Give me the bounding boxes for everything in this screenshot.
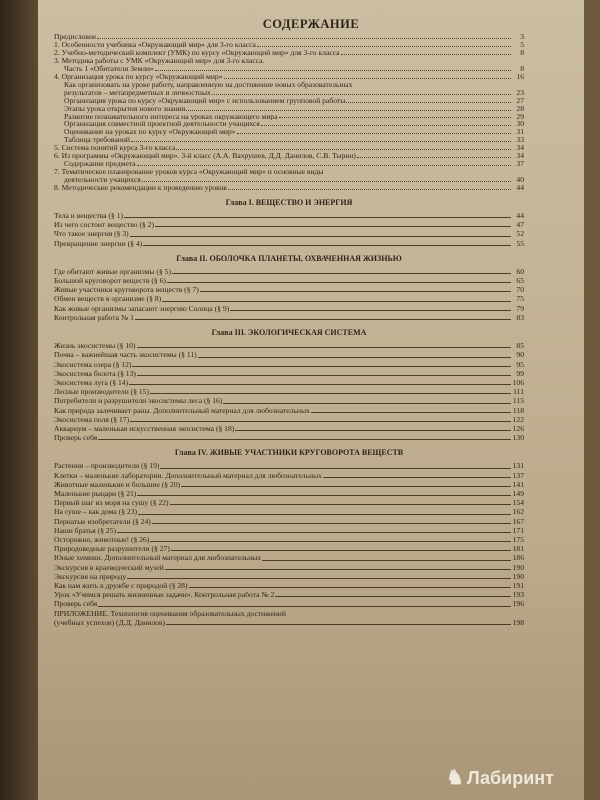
toc-intro-entry — [54, 41, 524, 49]
entry-title: 8. Методические рекомендации к проведению уроков — [54, 184, 227, 193]
toc-chapter-entry — [54, 618, 524, 627]
toc-intro-entry — [54, 73, 524, 81]
entry-title: Как организовать на уроке работу, направленную на достижение новых образовательных — [64, 80, 353, 89]
dot-leader — [162, 301, 511, 302]
dot-leader — [131, 141, 511, 142]
entry-page-number: 79 — [516, 303, 524, 313]
toc-chapter-entry — [54, 294, 524, 303]
toc-intro-entry — [54, 168, 524, 176]
entry-title: Из чего состоит вещество (§ 2) — [54, 220, 155, 230]
toc-chapter-entry — [54, 544, 524, 553]
dot-leader — [357, 157, 511, 158]
toc-chapter-entry — [54, 599, 524, 608]
entry-title: 5. Система понятий курса 3-го класса — [54, 144, 176, 153]
entry-page-number: 23 — [516, 87, 524, 97]
dot-leader — [181, 486, 511, 487]
entry-title: Клетки – маленькие лаборатории. Дополнительный материал для любознательных — [54, 470, 322, 480]
entry-page-number: 193 — [512, 590, 524, 600]
toc-intro-entry — [54, 128, 524, 136]
entry-title: Содержание предмета — [64, 160, 136, 169]
dot-leader — [170, 504, 511, 505]
entry-page-number: 171 — [512, 525, 524, 535]
entry-title: Живые участники круговорота веществ (§ 7) — [54, 285, 199, 295]
toc-intro-entry — [54, 97, 524, 105]
entry-title: Тела и вещества (§ 1) — [54, 211, 124, 221]
entry-title: Растения – производители (§ 19) — [54, 461, 160, 471]
entry-page-number: 106 — [512, 377, 524, 387]
toc-chapter-entry — [54, 239, 524, 248]
entry-page-number: 37 — [516, 159, 524, 169]
dot-leader — [235, 430, 511, 431]
toc-intro-entry — [54, 144, 524, 152]
entry-title: Осторожно, животные! (§ 26) — [54, 534, 150, 544]
dot-leader — [117, 532, 511, 533]
toc-chapter-entry — [54, 229, 524, 238]
dot-leader — [311, 412, 511, 413]
dot-leader — [171, 550, 511, 551]
entry-title: Проверь себя — [54, 433, 98, 443]
toc-chapter-entry — [54, 396, 524, 405]
toc-intro-entry — [54, 160, 524, 168]
toc-intro-entry — [54, 33, 524, 41]
toc-intro-entry — [54, 105, 524, 113]
entry-page-number: 40 — [516, 175, 524, 185]
entry-title: деятельности учащихся — [64, 176, 141, 185]
entry-title: Пернатые изобретатели (§ 24) — [54, 516, 151, 526]
dot-leader — [212, 94, 511, 95]
entry-page-number: 111 — [513, 387, 524, 397]
dot-leader — [124, 217, 511, 218]
entry-page-number: 95 — [516, 359, 524, 369]
entry-page-number: 122 — [512, 414, 524, 424]
chapter-heading: Глава III. ЭКОЛОГИЧЕСКАЯ СИСТЕМА — [211, 328, 367, 338]
dot-leader — [155, 70, 511, 71]
entry-page-number: 3 — [520, 32, 524, 41]
entry-title: Как нам жить в дружбе с природой (§ 28) — [54, 580, 188, 590]
entry-page-number: 44 — [516, 183, 524, 193]
entry-page-number: 175 — [512, 534, 524, 544]
chapter-entries — [54, 341, 524, 442]
entry-page-number: 16 — [516, 71, 524, 81]
entry-page-number: 181 — [512, 544, 524, 554]
entry-page-number: 137 — [512, 470, 524, 480]
dot-leader — [166, 624, 511, 625]
entry-title: На суше – как дома (§ 23) — [54, 507, 138, 517]
dot-leader — [165, 569, 511, 570]
dot-leader — [137, 375, 511, 376]
entry-title: Контрольная работа № 1 — [54, 312, 134, 322]
toc-chapter-entry — [54, 581, 524, 590]
dot-leader — [279, 117, 511, 118]
entry-title: ПРИЛОЖЕНИЕ. Технология оценивания образовательных достижений — [54, 608, 286, 618]
entry-title: Урок «Учимся решать жизненные задачи». Контрольная работа № 2 — [54, 590, 275, 600]
dot-leader — [275, 596, 511, 597]
toc-chapter-entry — [54, 276, 524, 285]
chapter-heading: Глава II. ОБОЛОЧКА ПЛАНЕТЫ, ОХВАЧЕННАЯ ЖИЗНЬЮ — [176, 253, 402, 263]
entry-page-number: 52 — [516, 229, 524, 239]
entry-page-number: 5 — [520, 39, 524, 49]
toc-chapter-entry — [54, 480, 524, 489]
toc-intro-entry — [54, 81, 524, 89]
entry-title: Наши братья (§ 25) — [54, 525, 117, 535]
dot-leader — [257, 46, 511, 47]
entry-page-number: 126 — [512, 423, 524, 433]
toc-chapter-entry — [54, 590, 524, 599]
entry-title: Жизнь экосистемы (§ 10) — [54, 341, 136, 351]
entry-title: 6. Из программы «Окружающий мир». 3-й класс (А.А. Вахрушев, Д.Д. Данилов, С.В. Тырин) — [54, 152, 356, 161]
entry-page-number: 33 — [516, 135, 524, 145]
watermark-text: Лабиринт — [466, 768, 554, 788]
entry-page-number: 34 — [516, 151, 524, 161]
entry-title: Маленькие рыцари (§ 21) — [54, 488, 137, 498]
entry-page-number: 47 — [516, 220, 524, 230]
entry-title: Юные химики. Дополнительный материал для любознательных — [54, 553, 262, 563]
entry-page-number: 31 — [516, 127, 524, 137]
dot-leader — [138, 514, 511, 515]
entry-title: Экскурсия в краеведческий музей — [54, 562, 164, 572]
toc-chapter-entry — [54, 517, 524, 526]
dot-leader — [130, 421, 511, 422]
entry-title: Большой круговорот веществ (§ 6) — [54, 276, 166, 286]
dot-leader — [167, 282, 511, 283]
toc-chapter-entry — [54, 526, 524, 535]
toc-intro-entry — [54, 184, 524, 192]
entry-page-number: 162 — [512, 507, 524, 517]
toc-chapter-entry — [54, 535, 524, 544]
toc-chapter-entry — [54, 433, 524, 442]
entry-page-number: 30 — [516, 119, 524, 129]
dot-leader — [150, 541, 511, 542]
entry-title: Предисловие — [54, 33, 97, 41]
entry-title: Почва – важнейшая часть экосистемы (§ 11) — [54, 350, 197, 360]
chapter-heading: Глава IV. ЖИВЫЕ УЧАСТНИКИ КРУГОВОРОТА ВЕЩЕСТВ — [174, 448, 404, 458]
entry-title: Организация совместной проектной деятельности учащихся — [64, 120, 260, 129]
dot-leader — [160, 468, 511, 469]
entry-page-number: 196 — [512, 599, 524, 609]
entry-title: Лесные производители (§ 15) — [54, 387, 150, 397]
dot-leader — [143, 245, 511, 246]
toc-intro-entry — [54, 113, 524, 121]
book-spine-shadow — [0, 0, 38, 800]
dot-leader — [261, 125, 511, 126]
entry-title: Часть 1 «Обитатели Земли» — [64, 64, 154, 73]
toc-chapter-entry — [54, 369, 524, 378]
entry-page-number: 190 — [512, 562, 524, 572]
toc-chapter-entry — [54, 498, 524, 507]
dot-leader — [189, 587, 511, 588]
entry-page-number: 118 — [512, 405, 524, 415]
dot-leader — [150, 393, 511, 394]
entry-title: Оценивание на уроках по курсу «Окружающий мир» — [64, 128, 236, 137]
toc-chapter-entry — [54, 360, 524, 369]
toc-chapter-entry — [54, 313, 524, 322]
entry-page-number: 29 — [516, 111, 524, 121]
entry-title: Где обитают живые организмы (§ 5) — [54, 266, 171, 276]
entry-title: Экосистема поля (§ 17) — [54, 414, 130, 424]
dot-leader — [237, 133, 511, 134]
dot-leader — [176, 149, 511, 150]
chapter-entries — [54, 461, 524, 627]
entry-title: Потребители и разрушители экосистемы леса (§ 16) — [54, 396, 223, 406]
entry-title: Природоведные разрушители (§ 27) — [54, 544, 170, 554]
toc-intro-entry — [54, 89, 524, 97]
dot-leader — [172, 273, 511, 274]
entry-page-number: 141 — [512, 479, 524, 489]
toc-intro-entry — [54, 176, 524, 184]
dot-leader — [132, 366, 511, 367]
entry-title: 7. Тематическое планирование уроков курса «Окружающий мир» и основные виды — [54, 168, 324, 177]
dot-leader — [137, 165, 511, 166]
entry-page-number: 27 — [516, 95, 524, 105]
toc-intro-entry — [54, 120, 524, 128]
entry-title: Развитие познавательного интереса на уроках окружающего мира — [64, 112, 278, 121]
entry-title: (учебных успехов) (Д.Д. Данилов) — [54, 617, 166, 627]
entry-page-number: 190 — [512, 571, 524, 581]
dot-leader — [129, 384, 511, 385]
labirint-logo-icon: ♞ — [446, 767, 464, 789]
entry-title: Аквариум – маленькая искусственная экосистема (§ 18) — [54, 423, 235, 433]
entry-title: 3. Методика работы с УМК «Окружающий мир» для 3-го класса. — [54, 56, 265, 65]
entry-page-number: 130 — [512, 433, 524, 443]
dot-leader — [228, 189, 511, 190]
entry-title: Проверь себя — [54, 599, 98, 609]
entry-page-number: 83 — [516, 312, 524, 322]
entry-page-number: 149 — [512, 488, 524, 498]
toc-chapter-entry — [54, 378, 524, 387]
toc-intro-entry — [54, 57, 524, 65]
dot-leader — [155, 226, 511, 227]
toc-chapter-entry — [54, 285, 524, 294]
entry-page-number: 85 — [516, 341, 524, 351]
toc-intro-entry — [54, 152, 524, 160]
toc-chapter-entry — [54, 489, 524, 498]
entry-title: Экосистема луга (§ 14) — [54, 377, 129, 387]
toc-chapter-entry — [54, 471, 524, 480]
entry-page-number: 90 — [516, 350, 524, 360]
toc-chapter-entry — [54, 609, 524, 618]
entry-title: Превращение энергии (§ 4) — [54, 238, 143, 248]
toc-chapter-entry — [54, 461, 524, 470]
entry-title: Что такое энергия (§ 3) — [54, 229, 129, 239]
dot-leader — [135, 319, 511, 320]
chapter-heading: Глава I. ВЕЩЕСТВО И ЭНЕРГИЯ — [225, 198, 353, 208]
toc-chapter-entry — [54, 350, 524, 359]
entry-page-number: 191 — [512, 580, 524, 590]
chapter-entries — [54, 267, 524, 322]
toc-intro-entry — [54, 49, 524, 57]
page-title: СОДЕРЖАНИЕ — [262, 17, 360, 31]
entry-title: Экосистема озера (§ 12) — [54, 359, 132, 369]
dot-leader — [200, 291, 511, 292]
entry-title: Первый шаг из моря на сушу (§ 22) — [54, 498, 169, 508]
entry-page-number: 44 — [516, 211, 524, 221]
toc-chapter-entry — [54, 563, 524, 572]
toc-chapter-entry — [54, 304, 524, 313]
toc-chapter-entry — [54, 406, 524, 415]
dot-leader — [224, 78, 511, 79]
dot-leader — [198, 357, 511, 358]
toc-chapter-entry — [54, 553, 524, 562]
dot-leader — [223, 403, 511, 404]
entry-title: 4. Организация урока по курсу «Окружающий мир» — [54, 72, 223, 81]
toc-chapter-entry — [54, 341, 524, 350]
entry-title: Этапы урока открытия нового знания — [64, 104, 186, 113]
dot-leader — [186, 110, 511, 111]
dot-leader — [152, 523, 511, 524]
entry-title: 1. Особенности учебника «Окружающий мир» для 3-го класса — [54, 40, 256, 49]
entry-page-number: 115 — [512, 396, 524, 406]
dot-leader — [127, 578, 511, 579]
toc-intro-entry — [54, 136, 524, 144]
entry-page-number: 34 — [516, 143, 524, 153]
entry-page-number: 198 — [512, 617, 524, 627]
book-page — [38, 0, 584, 800]
toc-chapter-entry — [54, 267, 524, 276]
dot-leader — [323, 477, 511, 478]
entry-title: результатов – метапредметных и личностных — [64, 88, 211, 97]
entry-page-number: 65 — [516, 276, 524, 286]
toc-chapter-entry — [54, 387, 524, 396]
entry-page-number: 60 — [516, 266, 524, 276]
dot-leader — [230, 310, 511, 311]
dot-leader — [142, 181, 511, 182]
toc-chapter-entry — [54, 507, 524, 516]
dot-leader — [341, 54, 511, 55]
toc-chapter-entry — [54, 572, 524, 581]
toc-chapter-entry — [54, 415, 524, 424]
entry-title: 2. Учебно-методический комплект (УМК) по курсу «Окружающий мир» для 3-го класса — [54, 48, 340, 57]
dot-leader — [98, 439, 511, 440]
entry-page-number: 8 — [520, 63, 524, 73]
chapter-entries — [54, 211, 524, 248]
entry-title: Экосистема болота (§ 13) — [54, 368, 136, 378]
entry-page-number: 75 — [516, 294, 524, 304]
entry-page-number: 186 — [512, 553, 524, 563]
entry-page-number: 70 — [516, 285, 524, 295]
entry-title: Как живые организмы запасают энергию Солнца (§ 9) — [54, 303, 230, 313]
entry-title: Как природа залечивает раны. Дополнительный материал для любознательных — [54, 405, 310, 415]
toc-chapter-entry — [54, 220, 524, 229]
entry-page-number: 167 — [512, 516, 524, 526]
dot-leader — [137, 495, 511, 496]
table-of-contents — [54, 33, 524, 627]
entry-page-number: 131 — [512, 461, 524, 471]
entry-page-number: 8 — [520, 47, 524, 57]
dot-leader — [346, 102, 511, 103]
entry-title: Организация урока по курсу «Окружающий мир» с использованием групповой работы — [64, 96, 346, 105]
labirint-watermark — [446, 765, 554, 790]
entry-page-number: 154 — [512, 498, 524, 508]
dot-leader — [137, 347, 512, 348]
dot-leader — [262, 560, 511, 561]
entry-title: Животные маленькие и большие (§ 20) — [54, 479, 181, 489]
entry-title: Экскурсия на природу — [54, 571, 127, 581]
entry-title: Таблица требований — [64, 136, 130, 145]
dot-leader — [98, 606, 511, 607]
toc-chapter-entry — [54, 211, 524, 220]
entry-title: Обмен веществ в организме (§ 8) — [54, 294, 162, 304]
entry-page-number: 28 — [516, 103, 524, 113]
toc-chapter-entry — [54, 424, 524, 433]
entry-page-number: 55 — [516, 238, 524, 248]
dot-leader — [130, 236, 511, 237]
dot-leader — [97, 38, 511, 39]
toc-intro-entry — [54, 65, 524, 73]
entry-page-number: 99 — [516, 368, 524, 378]
